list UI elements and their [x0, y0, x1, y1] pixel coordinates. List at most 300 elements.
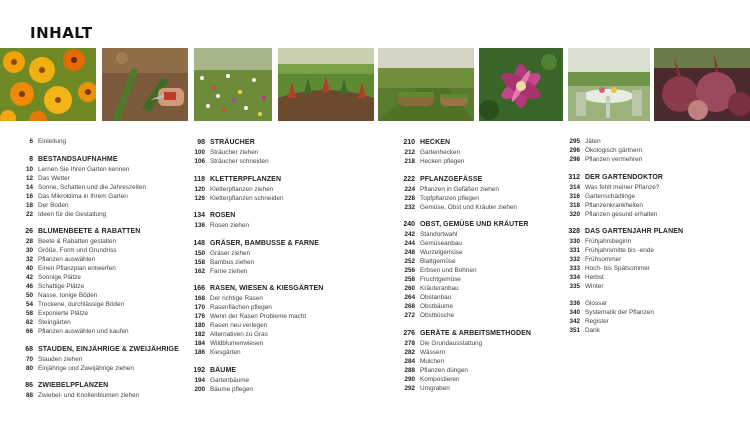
page-number: 126: [194, 194, 205, 202]
toc-entry[interactable]: [397, 257, 531, 266]
toc-entry[interactable]: [15, 183, 179, 192]
photo-meadow: [194, 48, 272, 121]
toc-entry[interactable]: [15, 237, 179, 246]
toc-entry[interactable]: [15, 137, 179, 146]
page-number: 162: [194, 267, 205, 275]
toc-entry[interactable]: [397, 293, 531, 302]
entry-title: Bäume pflegen: [210, 385, 253, 393]
toc-chapter-heading[interactable]: [562, 172, 683, 183]
page-number: 98: [197, 139, 205, 146]
page-number: 334: [569, 274, 580, 281]
toc-entry[interactable]: [15, 165, 179, 174]
page-number: 296: [569, 147, 580, 154]
page-number: 335: [569, 283, 580, 290]
toc-entry[interactable]: [562, 282, 683, 291]
chapter-title: DAS GARTENJAHR PLANEN: [585, 228, 684, 235]
toc-entry[interactable]: [397, 239, 531, 248]
photo-marigolds: [0, 48, 96, 121]
entry-title: Gemüse, Obst und Kräuter ziehen: [420, 203, 517, 211]
entry-title: Ökologisch gärtnern: [585, 147, 643, 154]
toc-section: [187, 238, 323, 276]
toc-entry[interactable]: [15, 264, 179, 273]
page-number: 80: [25, 364, 33, 372]
page-number: 252: [404, 258, 415, 265]
page-number: 276: [403, 329, 415, 337]
entry-title: Die Grundausstattung: [420, 339, 483, 347]
toc-entry[interactable]: [187, 303, 323, 312]
page-number: 120: [194, 185, 205, 193]
page-number: 298: [569, 156, 580, 163]
entry-title: Exponierte Plätze: [38, 310, 89, 317]
toc-section: [187, 365, 323, 394]
entry-title: Dank: [585, 326, 600, 334]
toc-entry[interactable]: [15, 364, 179, 373]
page-number: 210: [403, 139, 415, 146]
page-number: 282: [404, 348, 415, 356]
entry-title: Ideen für die Gestaltung: [38, 210, 107, 218]
toc-entry[interactable]: [397, 248, 531, 257]
chapter-title: BLUMENBEETE & RABATTEN: [38, 228, 141, 235]
toc-section: [562, 172, 683, 219]
entry-title: Wenn der Rasen Probleme macht: [210, 313, 307, 320]
page-number: 88: [25, 392, 33, 399]
chapter-title: GRÄSER, BAMBUSSE & FARNE: [210, 239, 319, 247]
page-number: 70: [25, 355, 33, 363]
chapter-title: ROSEN: [210, 212, 236, 219]
entry-title: Standortwahl: [420, 231, 458, 238]
entry-title: Kletterpflanzen schneiden: [210, 194, 284, 202]
toc-entry[interactable]: [397, 302, 531, 311]
entry-title: Der Boden: [38, 201, 69, 209]
entry-title: Pflanzen auswählen und kaufen: [38, 328, 129, 335]
page-number: 288: [404, 366, 415, 374]
page-number: 148: [193, 239, 205, 247]
toc-entry[interactable]: [562, 246, 683, 255]
entry-title: Zwiebel- und Knollenblumen ziehen: [38, 392, 140, 399]
entry-title: Obstbäume: [420, 303, 454, 310]
page-number: 184: [194, 340, 205, 347]
toc-entry[interactable]: [15, 210, 179, 219]
toc-entry[interactable]: [562, 201, 683, 210]
toc-entry[interactable]: [187, 321, 323, 330]
chapter-title: BÄUME: [210, 366, 237, 374]
toc-chapter-heading[interactable]: [397, 219, 531, 230]
toc-entry[interactable]: [397, 275, 531, 284]
chapter-title: PFLANZGEFÄSSE: [420, 175, 483, 183]
toc-entry[interactable]: [187, 385, 323, 394]
toc-column-3: [397, 137, 531, 400]
page-number: 134: [193, 212, 205, 219]
entry-title: Hecken pflegen: [420, 158, 465, 165]
page-number: 314: [569, 183, 580, 191]
toc-entry[interactable]: [15, 318, 179, 327]
toc-entry[interactable]: [562, 317, 683, 326]
page-number: 86: [25, 382, 33, 389]
toc-entry[interactable]: [397, 339, 531, 348]
toc-entry[interactable]: [397, 185, 531, 194]
entry-title: Nasse, tonige Böden: [38, 292, 98, 299]
toc-entry[interactable]: [187, 294, 323, 303]
toc-chapter-heading[interactable]: [187, 174, 323, 185]
chapter-title: HECKEN: [420, 139, 451, 146]
page-number: 42: [25, 274, 33, 281]
entry-title: Systematik der Pflanzen: [585, 308, 654, 316]
toc-entry[interactable]: [397, 148, 531, 157]
toc-entry[interactable]: [187, 339, 323, 348]
toc-entry[interactable]: [562, 146, 683, 155]
entry-title: Sträucher ziehen: [210, 149, 259, 156]
toc-entry[interactable]: [397, 194, 531, 203]
entry-title: Sträucher schneiden: [210, 158, 269, 165]
toc-entry[interactable]: [562, 192, 683, 201]
toc-chapter-heading[interactable]: [397, 328, 531, 339]
page-number: 54: [25, 301, 33, 308]
photo-lawn-rolls: [378, 48, 474, 121]
toc-entry[interactable]: [562, 237, 683, 246]
page-number: 222: [403, 175, 415, 183]
entry-title: Pflanzen gesund erhalten: [585, 210, 658, 218]
page-number: 118: [193, 175, 205, 183]
toc-entry[interactable]: [562, 183, 683, 192]
page-number: 28: [25, 238, 33, 245]
toc-entry[interactable]: [187, 249, 323, 258]
toc-entry[interactable]: [15, 192, 179, 201]
entry-title: Schattige Plätze: [38, 283, 85, 290]
toc-chapter-heading[interactable]: [562, 226, 683, 237]
page-number: 332: [569, 256, 580, 263]
page-number: 46: [25, 283, 33, 290]
page-number: 68: [25, 345, 33, 353]
entry-title: Frühsommer: [585, 256, 622, 263]
chapter-title: GERÄTE & ARBEITSMETHODEN: [420, 329, 532, 337]
page-number: 194: [194, 376, 205, 384]
page-number: 316: [569, 192, 580, 200]
toc-section: [187, 283, 323, 357]
toc-section: [397, 137, 531, 166]
toc-entry[interactable]: [397, 357, 531, 366]
toc-section: [15, 137, 179, 146]
toc-entry[interactable]: [562, 210, 683, 219]
page-number: 8: [29, 155, 33, 163]
toc-entry[interactable]: [562, 255, 683, 264]
page-number: 284: [404, 357, 415, 365]
entry-title: Gemüseanbau: [420, 240, 462, 247]
toc-chapter-heading[interactable]: [187, 283, 323, 294]
entry-title: Pflanzen in Gefäßen ziehen: [420, 185, 499, 193]
toc-entry[interactable]: [397, 284, 531, 293]
toc-entry[interactable]: [187, 194, 323, 203]
page-number: 192: [193, 366, 205, 374]
page-number: 12: [25, 174, 33, 182]
page-number: 62: [25, 319, 33, 326]
toc-entry[interactable]: [187, 348, 323, 357]
entry-title: Farne ziehen: [210, 267, 248, 275]
toc-entry[interactable]: [15, 246, 179, 255]
toc-entry[interactable]: [397, 203, 531, 212]
page-number: 268: [404, 303, 415, 310]
toc-entry[interactable]: [187, 312, 323, 321]
page-number: 176: [194, 313, 205, 320]
page-number: 244: [404, 240, 415, 247]
toc-section: [397, 328, 531, 393]
toc-entry[interactable]: [15, 300, 179, 309]
page-number: 295: [569, 138, 580, 145]
page-number: 168: [194, 295, 205, 302]
entry-title: Einen Pflanzplan entwerfen: [38, 265, 116, 272]
toc-entry[interactable]: [15, 391, 179, 400]
entry-title: Rasenflächen pflegen: [210, 304, 272, 311]
page-number: 106: [194, 158, 205, 165]
page-title: INHALT: [30, 24, 93, 42]
page-number: 260: [404, 285, 415, 292]
toc-entry[interactable]: [15, 327, 179, 336]
entry-title: Topfpflanzen pflegen: [420, 194, 479, 202]
entry-title: Der richtige Rasen: [210, 295, 263, 302]
page-number: 318: [569, 201, 580, 209]
page-number: 272: [404, 312, 415, 319]
entry-title: Steingärten: [38, 319, 71, 326]
photo-beetroot: [654, 48, 750, 121]
photo-garden-table: [568, 48, 650, 121]
toc-chapter-heading[interactable]: [397, 174, 531, 185]
entry-title: Obstanbau: [420, 294, 452, 301]
page-number: 290: [404, 375, 415, 383]
toc-entry[interactable]: [15, 174, 179, 183]
page-number: 182: [194, 331, 205, 338]
toc-section: [15, 154, 179, 219]
toc-entry[interactable]: [187, 258, 323, 267]
entry-title: Glossar: [585, 299, 608, 307]
entry-title: Obstbüsche: [420, 312, 455, 319]
entry-title: Pflanzen vermehren: [585, 156, 643, 163]
page-number: 22: [25, 210, 33, 218]
entry-title: Mulchen: [420, 357, 445, 365]
entry-title: Pflanzen auswählen: [38, 256, 96, 263]
entry-title: Kompostieren: [420, 375, 460, 383]
toc-entry[interactable]: [15, 255, 179, 264]
entry-title: Herbst: [585, 274, 604, 281]
toc-chapter-heading[interactable]: [15, 380, 179, 391]
chapter-title: OBST, GEMÜSE UND KRÄUTER: [420, 221, 529, 228]
toc-chapter-heading[interactable]: [187, 210, 323, 221]
photo-clematis: [479, 48, 563, 121]
entry-title: Wurzelgemüse: [420, 249, 463, 256]
page-number: 136: [194, 222, 205, 229]
entry-title: Gräser ziehen: [210, 249, 251, 257]
toc-entry[interactable]: [562, 326, 683, 335]
entry-title: Wildblumenwiesen: [210, 340, 264, 347]
toc-section: [562, 226, 683, 291]
entry-title: Kletterpflanzen ziehen: [210, 185, 274, 193]
toc-column-2: [187, 137, 323, 401]
page-number: 240: [403, 221, 415, 228]
page-number: 50: [25, 292, 33, 299]
entry-title: Trockene, durchlässige Böden: [38, 301, 125, 308]
page-number: 331: [569, 247, 580, 254]
page-number: 256: [404, 267, 415, 274]
page-number: 351: [569, 326, 580, 334]
chapter-title: BESTANDSAUFNAHME: [38, 155, 118, 163]
toc-section: [397, 174, 531, 212]
toc-entry[interactable]: [562, 299, 683, 308]
entry-title: Gartenbäume: [210, 376, 250, 384]
page-number: 278: [404, 339, 415, 347]
chapter-title: STRÄUCHER: [210, 139, 255, 146]
toc-entry[interactable]: [397, 266, 531, 275]
page-number: 186: [194, 349, 205, 356]
page-number: 100: [194, 149, 205, 156]
toc-column-4: [562, 137, 683, 342]
entry-title: Rasen neu verlegen: [210, 322, 268, 329]
toc-entry[interactable]: [15, 309, 179, 318]
entry-title: Fruchtgemüse: [420, 276, 461, 283]
entry-title: Das Mikroklima in Ihrem Garten: [38, 192, 128, 200]
toc-entry[interactable]: [397, 375, 531, 384]
toc-chapter-heading[interactable]: [15, 344, 179, 355]
toc-chapter-heading[interactable]: [15, 154, 179, 165]
toc-entry[interactable]: [15, 355, 179, 364]
entry-title: Sonne, Schatten und die Jahreszeiten: [38, 183, 147, 191]
chapter-title: ZWIEBELPFLANZEN: [38, 382, 109, 389]
toc-section: [562, 299, 683, 335]
toc-entry[interactable]: [562, 273, 683, 282]
page-number: 224: [404, 185, 415, 193]
photo-pruning: [102, 48, 188, 121]
entry-title: Einleitung: [38, 138, 67, 145]
page-number: 32: [25, 256, 33, 263]
page-number: 200: [194, 385, 205, 393]
toc-entry[interactable]: [187, 157, 323, 166]
toc-entry[interactable]: [15, 273, 179, 282]
entry-title: Rosen ziehen: [210, 222, 250, 229]
entry-title: Pflanzenkrankheiten: [585, 201, 643, 209]
page-number: 180: [194, 322, 205, 329]
page-number: 158: [194, 258, 205, 266]
toc-entry[interactable]: [397, 157, 531, 166]
page-number: 66: [25, 328, 33, 335]
page-number: 342: [569, 317, 580, 325]
page-number: 26: [25, 228, 33, 235]
entry-title: Bambus ziehen: [210, 258, 255, 266]
page-number: 330: [569, 238, 580, 245]
page-number: 228: [404, 194, 415, 202]
page-number: 218: [404, 158, 415, 165]
toc-entry[interactable]: [187, 376, 323, 385]
toc-entry[interactable]: [397, 366, 531, 375]
page-number: 6: [29, 138, 33, 145]
toc-section: [397, 219, 531, 320]
toc-entry[interactable]: [187, 185, 323, 194]
entry-title: Lernen Sie Ihren Garten kennen: [38, 165, 130, 173]
page-number: 248: [404, 249, 415, 256]
photo-strip: [0, 48, 750, 121]
entry-title: Winter: [585, 283, 604, 290]
entry-title: Wässern: [420, 348, 446, 356]
page-number: 340: [569, 308, 580, 316]
toc-chapter-heading[interactable]: [187, 137, 323, 148]
page-number: 212: [404, 149, 415, 156]
toc-entry[interactable]: [562, 308, 683, 317]
toc-section: [187, 137, 323, 166]
entry-title: Frühjahrsbeginn: [585, 238, 632, 245]
toc-entry[interactable]: [397, 348, 531, 357]
entry-title: Umgraben: [420, 384, 450, 392]
chapter-title: KLETTERPFLANZEN: [210, 175, 282, 183]
entry-title: Beete & Rabatten gestalten: [38, 238, 117, 245]
page-number: 10: [25, 165, 33, 173]
toc-entry[interactable]: [562, 155, 683, 164]
toc-entry[interactable]: [187, 267, 323, 276]
entry-title: Gartenschädlinge: [585, 192, 636, 200]
entry-title: Was fehlt meiner Pflanze?: [585, 183, 660, 191]
page-number: 333: [569, 265, 580, 272]
toc-entry[interactable]: [562, 137, 683, 146]
page-number: 18: [25, 201, 33, 209]
toc-entry[interactable]: [397, 230, 531, 239]
toc-column-1: [15, 137, 179, 408]
chapter-title: RASEN, WIESEN & KIESGÄRTEN: [210, 285, 324, 292]
page-number: 320: [569, 210, 580, 218]
entry-title: Jäten: [585, 138, 601, 145]
page-number: 30: [25, 247, 33, 254]
toc-chapter-heading[interactable]: [15, 226, 179, 237]
page-number: 232: [404, 203, 415, 211]
toc-section: [187, 174, 323, 203]
toc-chapter-heading[interactable]: [187, 238, 323, 249]
entry-title: Blattgemüse: [420, 258, 456, 265]
page-number: 336: [569, 299, 580, 307]
page-number: 170: [194, 304, 205, 311]
toc-chapter-heading[interactable]: [397, 137, 531, 148]
entry-title: Alternativen zu Gras: [210, 331, 268, 338]
chapter-title: STAUDEN, EINJÄHRIGE & ZWEIJÄHRIGE: [38, 345, 179, 353]
toc-entry[interactable]: [187, 330, 323, 339]
entry-title: Kiesgärten: [210, 349, 241, 356]
page-number: 150: [194, 249, 205, 257]
page-number: 258: [404, 276, 415, 283]
page-number: 58: [25, 310, 33, 317]
toc-section: [187, 210, 323, 230]
entry-title: Kräuteranbau: [420, 285, 459, 292]
toc-entry[interactable]: [15, 282, 179, 291]
toc-entry[interactable]: [187, 221, 323, 230]
toc-chapter-heading[interactable]: [187, 365, 323, 376]
toc-entry[interactable]: [562, 264, 683, 273]
page-number: 40: [25, 265, 33, 272]
toc-section: [15, 380, 179, 400]
chapter-title: DER GARTENDOKTOR: [585, 173, 664, 181]
page-number: 16: [25, 192, 33, 200]
toc-entry[interactable]: [15, 291, 179, 300]
toc-entry[interactable]: [397, 384, 531, 393]
toc-section: [562, 137, 683, 164]
entry-title: Hoch- bis Spätsommer: [585, 265, 650, 272]
toc-section: [15, 226, 179, 336]
toc-entry[interactable]: [187, 148, 323, 157]
entry-title: Sonnige Plätze: [38, 274, 81, 281]
entry-title: Das Wetter: [38, 174, 70, 182]
page-number: 264: [404, 294, 415, 301]
entry-title: Pflanzen düngen: [420, 366, 468, 374]
toc-entry[interactable]: [15, 201, 179, 210]
entry-title: Gartenhecken: [420, 149, 461, 156]
toc-entry[interactable]: [397, 311, 531, 320]
page-number: 166: [193, 285, 205, 292]
entry-title: Einjährige und Zweijährige ziehen: [38, 364, 134, 372]
entry-title: Register: [585, 317, 609, 325]
entry-title: Frühjahrsmitte bis -ende: [585, 247, 654, 254]
page-number: 312: [568, 173, 580, 181]
